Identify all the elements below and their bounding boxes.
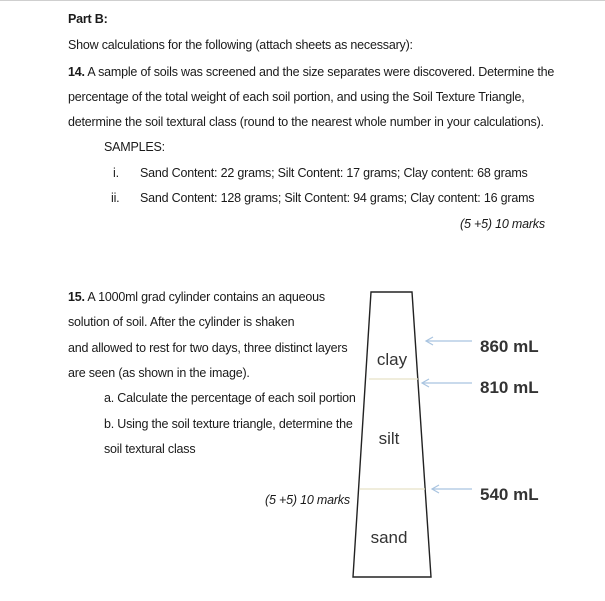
q14-text-1: A sample of soils was screened and the size separates were discovered. Determine the [84, 65, 555, 79]
q15-marks: (5 +5) 10 marks [265, 493, 350, 507]
sample-text: Sand Content: 128 grams; Silt Content: 94 grams; Clay content: 16 grams [140, 191, 535, 205]
volume-reading: 860 mL [480, 337, 539, 356]
q15-line-2: solution of soil. After the cylinder is shaken [68, 315, 295, 329]
q15-part-a: a. Calculate the percentage of each soil portion [104, 391, 356, 405]
sample-text: Sand Content: 22 grams; Silt Content: 17 grams; Clay content: 68 grams [140, 166, 528, 180]
layer-label-clay: clay [376, 350, 408, 369]
instructions: Show calculations for the following (attach sheets as necessary): [68, 38, 413, 52]
q15-part-b-line-1: b. Using the soil texture triangle, determine the [104, 417, 353, 431]
sample-marker: ii. [111, 191, 120, 205]
part-heading: Part B: [68, 12, 108, 26]
layer-label-sand: sand [370, 528, 408, 547]
arrow-icon [422, 379, 472, 387]
q15-line-4: are seen (as shown in the image). [68, 366, 250, 380]
q14-line-3: determine the soil textural class (round to the nearest whole number in your calculations). [68, 115, 544, 129]
q15-text-1: A 1000ml grad cylinder contains an aqueous [84, 290, 325, 304]
arrow-icon [432, 485, 472, 493]
volume-reading: 810 mL [480, 378, 539, 397]
samples-label: SAMPLES: [104, 140, 165, 154]
q14-number: 14. [68, 65, 85, 79]
arrow-icon [426, 337, 472, 345]
q15-line-3: and allowed to rest for two days, three distinct layers [68, 341, 348, 355]
sample-marker: i. [113, 166, 119, 180]
q14-marks: (5 +5) 10 marks [460, 217, 545, 231]
q15-number: 15. [68, 290, 85, 304]
volume-reading: 540 mL [480, 485, 539, 504]
layer-label-silt: silt [378, 429, 400, 448]
q15-part-b-line-2: soil textural class [104, 442, 196, 456]
q14-line-2: percentage of the total weight of each soil portion, and using the Soil Texture Triangle, [68, 90, 525, 104]
